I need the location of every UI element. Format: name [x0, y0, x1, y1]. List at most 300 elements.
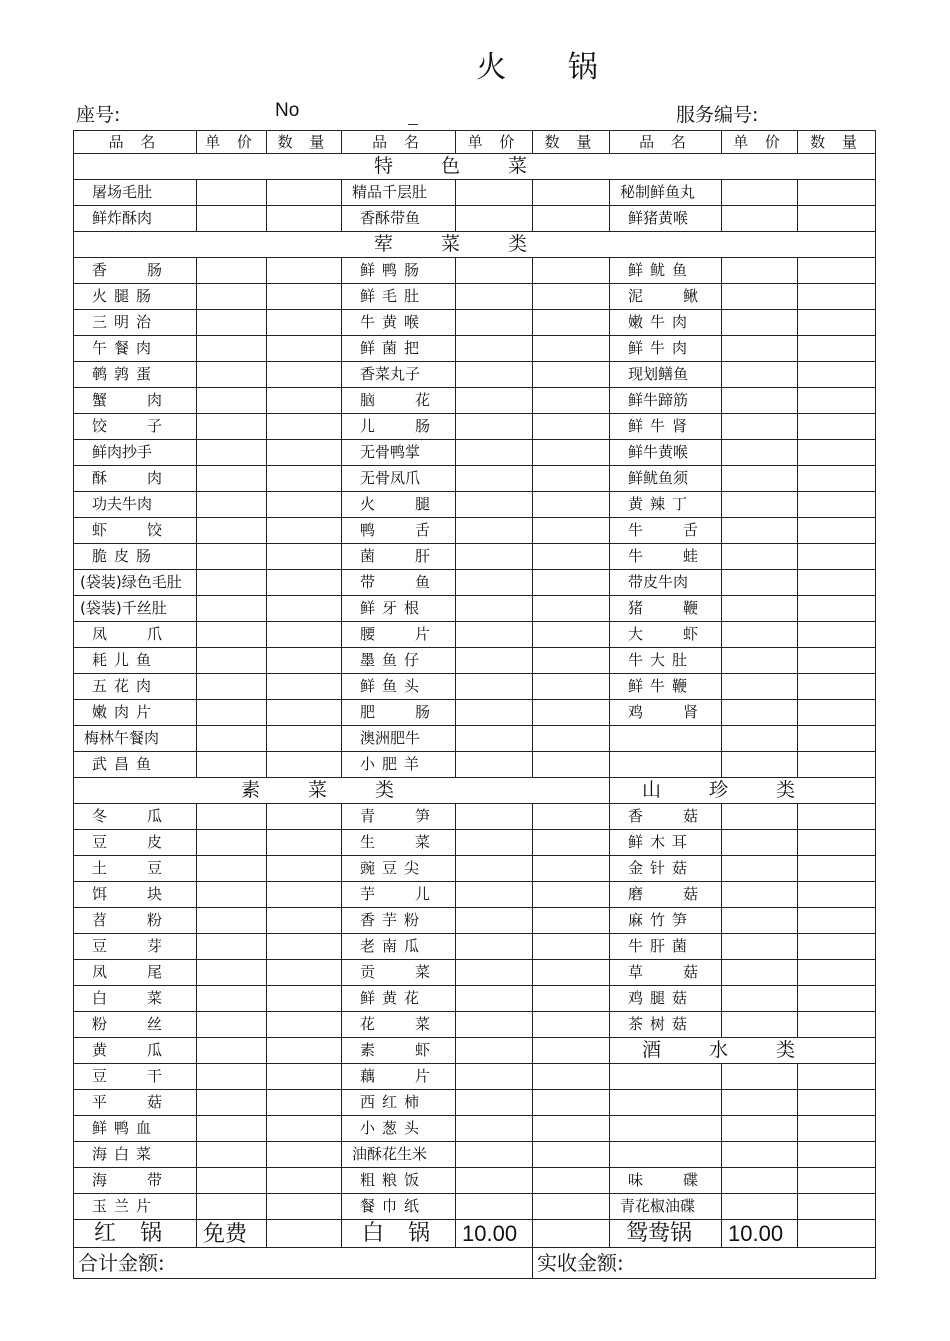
price-cell[interactable]	[456, 310, 533, 336]
item-name: 饺子	[74, 414, 197, 440]
price-cell[interactable]	[722, 752, 798, 778]
quantity-cell[interactable]	[798, 466, 876, 492]
quantity-cell[interactable]	[267, 1038, 342, 1064]
price-cell[interactable]	[197, 986, 267, 1012]
quantity-cell[interactable]	[267, 310, 342, 336]
quantity-cell[interactable]	[267, 1220, 342, 1248]
quantity-cell[interactable]	[267, 726, 342, 752]
quantity-cell[interactable]	[533, 1038, 610, 1064]
price-cell[interactable]	[456, 752, 533, 778]
price-cell[interactable]	[456, 284, 533, 310]
col-qty-header: 数 量	[267, 131, 342, 154]
hotpot-base-row	[74, 1220, 876, 1248]
price-cell[interactable]	[456, 466, 533, 492]
price-cell[interactable]	[456, 258, 533, 284]
price-cell[interactable]	[722, 258, 798, 284]
table-row	[74, 1168, 876, 1194]
quantity-cell[interactable]	[267, 1090, 342, 1116]
price-cell[interactable]	[722, 1090, 798, 1116]
table-row	[74, 180, 876, 206]
quantity-cell[interactable]	[267, 206, 342, 232]
price-cell[interactable]	[197, 1142, 267, 1168]
col-name-header: 品 名	[74, 131, 197, 154]
quantity-cell[interactable]	[798, 1116, 876, 1142]
item-name: 鸭舌	[342, 518, 456, 544]
quantity-cell[interactable]	[798, 648, 876, 674]
item-name: 豆干	[74, 1064, 197, 1090]
quantity-cell[interactable]	[798, 310, 876, 336]
price-cell[interactable]	[197, 1090, 267, 1116]
price-cell[interactable]	[722, 986, 798, 1012]
price-cell[interactable]	[722, 674, 798, 700]
item-name: 鲜肉抄手	[74, 440, 197, 466]
item-name	[610, 1090, 722, 1116]
quantity-cell[interactable]	[533, 492, 610, 518]
table-row	[74, 518, 876, 544]
col-price-header: 单 价	[722, 131, 798, 154]
item-name	[610, 726, 722, 752]
table-row	[74, 284, 876, 310]
price-cell[interactable]	[197, 180, 267, 206]
quantity-cell[interactable]	[267, 544, 342, 570]
quantity-cell[interactable]	[267, 414, 342, 440]
price-cell[interactable]	[722, 1064, 798, 1090]
quantity-cell[interactable]	[533, 518, 610, 544]
section-header-veg: 素菜类	[74, 778, 610, 804]
table-row	[74, 960, 876, 986]
price-cell[interactable]	[722, 388, 798, 414]
price-cell[interactable]	[456, 674, 533, 700]
quantity-cell[interactable]	[798, 1064, 876, 1090]
item-name: (袋装)千丝肚	[74, 596, 197, 622]
price-cell[interactable]	[722, 362, 798, 388]
item-name: 鲜炸酥肉	[74, 206, 197, 232]
table-row	[74, 752, 876, 778]
price-cell[interactable]	[722, 726, 798, 752]
price-cell[interactable]	[197, 310, 267, 336]
quantity-cell[interactable]	[267, 648, 342, 674]
quantity-cell[interactable]	[533, 362, 610, 388]
quantity-cell[interactable]	[533, 466, 610, 492]
price-cell[interactable]	[722, 440, 798, 466]
price-cell[interactable]	[197, 362, 267, 388]
price-cell[interactable]	[197, 674, 267, 700]
table-row	[74, 882, 876, 908]
price-cell[interactable]	[722, 206, 798, 232]
item-name: 平菇	[74, 1090, 197, 1116]
quantity-cell[interactable]	[267, 518, 342, 544]
quantity-cell[interactable]	[533, 856, 610, 882]
price-cell[interactable]	[197, 1012, 267, 1038]
quantity-cell[interactable]	[267, 388, 342, 414]
item-name: 嫩牛肉	[610, 310, 722, 336]
item-name: 菌肝	[342, 544, 456, 570]
item-name: 鲜牛鞭	[610, 674, 722, 700]
section-header-special: 特色菜	[74, 154, 876, 180]
quantity-cell[interactable]	[533, 1116, 610, 1142]
quantity-cell[interactable]	[533, 180, 610, 206]
price-cell[interactable]	[722, 1194, 798, 1220]
column-header-row	[74, 131, 876, 154]
price-cell[interactable]	[197, 284, 267, 310]
price-cell[interactable]	[456, 648, 533, 674]
item-name: 带皮牛肉	[610, 570, 722, 596]
quantity-cell[interactable]	[533, 726, 610, 752]
quantity-cell[interactable]	[533, 648, 610, 674]
quantity-cell[interactable]	[798, 960, 876, 986]
table-row	[74, 934, 876, 960]
quantity-cell[interactable]	[267, 570, 342, 596]
quantity-cell[interactable]	[267, 284, 342, 310]
price-cell[interactable]	[456, 1090, 533, 1116]
quantity-cell[interactable]	[798, 726, 876, 752]
mandarin-pot-price: 10.00	[722, 1220, 798, 1248]
quantity-cell[interactable]	[533, 1090, 610, 1116]
quantity-cell[interactable]	[267, 622, 342, 648]
price-cell[interactable]	[722, 336, 798, 362]
quantity-cell[interactable]	[533, 440, 610, 466]
item-name	[610, 1116, 722, 1142]
quantity-cell[interactable]	[533, 1220, 610, 1248]
price-cell[interactable]	[197, 1168, 267, 1194]
quantity-cell[interactable]	[798, 934, 876, 960]
price-cell[interactable]	[722, 492, 798, 518]
item-name	[610, 752, 722, 778]
item-name: 青笋	[342, 804, 456, 830]
quantity-cell[interactable]	[533, 1064, 610, 1090]
table-row	[74, 986, 876, 1012]
quantity-cell[interactable]	[798, 1220, 876, 1248]
quantity-cell[interactable]	[267, 700, 342, 726]
quantity-cell[interactable]	[267, 180, 342, 206]
price-cell[interactable]	[456, 934, 533, 960]
quantity-cell[interactable]	[267, 804, 342, 830]
quantity-cell[interactable]	[798, 518, 876, 544]
price-cell[interactable]	[722, 648, 798, 674]
quantity-cell[interactable]	[798, 700, 876, 726]
price-cell[interactable]	[197, 388, 267, 414]
item-name: 香菇	[610, 804, 722, 830]
quantity-cell[interactable]	[267, 440, 342, 466]
mandarin-pot-label: 鸳鸯锅	[610, 1220, 722, 1248]
price-cell[interactable]	[456, 1168, 533, 1194]
table-row	[74, 700, 876, 726]
price-cell[interactable]	[197, 518, 267, 544]
section-row	[74, 232, 876, 258]
totals-row	[74, 1248, 876, 1279]
price-cell[interactable]	[197, 414, 267, 440]
quantity-cell[interactable]	[798, 622, 876, 648]
server-number-label: 服务编号:	[676, 104, 759, 126]
quantity-cell[interactable]	[267, 986, 342, 1012]
item-name: 生菜	[342, 830, 456, 856]
table-row	[74, 544, 876, 570]
quantity-cell[interactable]	[798, 596, 876, 622]
price-cell[interactable]	[197, 752, 267, 778]
price-cell[interactable]	[722, 570, 798, 596]
page-title: 火 锅	[476, 50, 624, 85]
table-row	[74, 1116, 876, 1142]
price-cell[interactable]	[197, 258, 267, 284]
price-cell[interactable]	[722, 856, 798, 882]
price-cell[interactable]	[197, 622, 267, 648]
price-cell[interactable]	[197, 1116, 267, 1142]
item-name: 鲜菌把	[342, 336, 456, 362]
quantity-cell[interactable]	[533, 414, 610, 440]
item-name: 豆芽	[74, 934, 197, 960]
price-cell[interactable]	[197, 336, 267, 362]
price-cell[interactable]	[197, 570, 267, 596]
quantity-cell[interactable]	[533, 206, 610, 232]
quantity-cell[interactable]	[267, 596, 342, 622]
table-row	[74, 258, 876, 284]
price-cell[interactable]	[197, 544, 267, 570]
quantity-cell[interactable]	[267, 674, 342, 700]
quantity-cell[interactable]	[798, 1012, 876, 1038]
quantity-cell[interactable]	[798, 882, 876, 908]
quantity-cell[interactable]	[798, 804, 876, 830]
item-name: 无骨鸭掌	[342, 440, 456, 466]
col-name-header: 品 名	[342, 131, 456, 154]
price-cell[interactable]	[197, 856, 267, 882]
quantity-cell[interactable]	[267, 1064, 342, 1090]
table-row	[74, 570, 876, 596]
item-name: 粉丝	[74, 1012, 197, 1038]
item-name: 小肥羊	[342, 752, 456, 778]
total-amount-label: 合计金额:	[74, 1248, 533, 1279]
quantity-cell[interactable]	[533, 700, 610, 726]
price-cell[interactable]	[722, 830, 798, 856]
quantity-cell[interactable]	[798, 544, 876, 570]
quantity-cell[interactable]	[533, 804, 610, 830]
quantity-cell[interactable]	[533, 960, 610, 986]
item-name: 玉兰片	[74, 1194, 197, 1220]
item-name: 香芋粉	[342, 908, 456, 934]
price-cell[interactable]	[197, 882, 267, 908]
price-cell[interactable]	[197, 934, 267, 960]
item-name: 豌豆尖	[342, 856, 456, 882]
item-name: 嫩肉片	[74, 700, 197, 726]
item-name: 脑花	[342, 388, 456, 414]
quantity-cell[interactable]	[798, 1090, 876, 1116]
quantity-cell[interactable]	[533, 1142, 610, 1168]
price-cell[interactable]	[456, 336, 533, 362]
number-underline	[408, 124, 418, 125]
quantity-cell[interactable]	[533, 674, 610, 700]
price-cell[interactable]	[456, 180, 533, 206]
quantity-cell[interactable]	[267, 1168, 342, 1194]
quantity-cell[interactable]	[798, 284, 876, 310]
quantity-cell[interactable]	[798, 388, 876, 414]
item-name: 耗儿鱼	[74, 648, 197, 674]
quantity-cell[interactable]	[798, 180, 876, 206]
quantity-cell[interactable]	[267, 830, 342, 856]
quantity-cell[interactable]	[798, 752, 876, 778]
item-name: 饵块	[74, 882, 197, 908]
quantity-cell[interactable]	[267, 258, 342, 284]
quantity-cell[interactable]	[267, 934, 342, 960]
item-name: 牛黄喉	[342, 310, 456, 336]
item-name: 香肠	[74, 258, 197, 284]
quantity-cell[interactable]	[798, 1142, 876, 1168]
quantity-cell[interactable]	[798, 1168, 876, 1194]
price-cell[interactable]	[197, 596, 267, 622]
quantity-cell[interactable]	[533, 570, 610, 596]
quantity-cell[interactable]	[798, 908, 876, 934]
price-cell[interactable]	[456, 440, 533, 466]
quantity-cell[interactable]	[533, 1168, 610, 1194]
item-name: 火腿	[342, 492, 456, 518]
quantity-cell[interactable]	[533, 284, 610, 310]
price-cell[interactable]	[456, 986, 533, 1012]
price-cell[interactable]	[197, 908, 267, 934]
quantity-cell[interactable]	[798, 856, 876, 882]
price-cell[interactable]	[722, 1116, 798, 1142]
table-row	[74, 1194, 876, 1220]
price-cell[interactable]	[197, 492, 267, 518]
quantity-cell[interactable]	[533, 830, 610, 856]
price-cell[interactable]	[456, 596, 533, 622]
item-name: 牛舌	[610, 518, 722, 544]
quantity-cell[interactable]	[533, 258, 610, 284]
quantity-cell[interactable]	[533, 1194, 610, 1220]
quantity-cell[interactable]	[267, 752, 342, 778]
quantity-cell[interactable]	[533, 1012, 610, 1038]
price-cell[interactable]	[456, 856, 533, 882]
price-cell[interactable]	[197, 830, 267, 856]
quantity-cell[interactable]	[267, 336, 342, 362]
item-name: 腰片	[342, 622, 456, 648]
item-name: 精品千层肚	[342, 180, 456, 206]
paid-amount-label: 实收金额:	[533, 1248, 876, 1279]
price-cell[interactable]	[722, 414, 798, 440]
price-cell[interactable]	[456, 726, 533, 752]
quantity-cell[interactable]	[798, 206, 876, 232]
quantity-cell[interactable]	[798, 830, 876, 856]
quantity-cell[interactable]	[533, 388, 610, 414]
quantity-cell[interactable]	[267, 960, 342, 986]
price-cell[interactable]	[197, 1194, 267, 1220]
quantity-cell[interactable]	[267, 1116, 342, 1142]
item-name: 老南瓜	[342, 934, 456, 960]
red-pot-label: 红锅	[74, 1220, 197, 1248]
quantity-cell[interactable]	[798, 440, 876, 466]
price-cell[interactable]	[722, 466, 798, 492]
quantity-cell[interactable]	[267, 466, 342, 492]
item-name: 火腿肠	[74, 284, 197, 310]
quantity-cell[interactable]	[267, 856, 342, 882]
quantity-cell[interactable]	[267, 1194, 342, 1220]
price-cell[interactable]	[722, 1012, 798, 1038]
quantity-cell[interactable]	[267, 492, 342, 518]
quantity-cell[interactable]	[533, 622, 610, 648]
price-cell[interactable]	[456, 1142, 533, 1168]
item-name: 豆皮	[74, 830, 197, 856]
price-cell[interactable]	[197, 440, 267, 466]
item-name: 牛大肚	[610, 648, 722, 674]
price-cell[interactable]	[197, 648, 267, 674]
price-cell[interactable]	[197, 960, 267, 986]
item-name: 秘制鲜鱼丸	[610, 180, 722, 206]
price-cell[interactable]	[197, 206, 267, 232]
item-name: 墨鱼仔	[342, 648, 456, 674]
table-row	[74, 830, 876, 856]
price-cell[interactable]	[722, 310, 798, 336]
order-number-label: No	[275, 100, 300, 121]
quantity-cell[interactable]	[267, 1142, 342, 1168]
item-name: 冬瓜	[74, 804, 197, 830]
price-cell[interactable]	[456, 1194, 533, 1220]
price-cell[interactable]	[456, 1116, 533, 1142]
price-cell[interactable]	[722, 908, 798, 934]
section-header-meat: 荤菜类	[74, 232, 876, 258]
item-name: 海带	[74, 1168, 197, 1194]
price-cell[interactable]	[197, 1038, 267, 1064]
quantity-cell[interactable]	[798, 336, 876, 362]
item-name: 土豆	[74, 856, 197, 882]
quantity-cell[interactable]	[798, 362, 876, 388]
price-cell[interactable]	[722, 180, 798, 206]
quantity-cell[interactable]	[267, 1012, 342, 1038]
quantity-cell[interactable]	[798, 414, 876, 440]
quantity-cell[interactable]	[533, 336, 610, 362]
quantity-cell[interactable]	[533, 934, 610, 960]
section-row	[74, 154, 876, 180]
item-name: 凤爪	[74, 622, 197, 648]
quantity-cell[interactable]	[533, 310, 610, 336]
quantity-cell[interactable]	[798, 258, 876, 284]
item-name: 鲜黄花	[342, 986, 456, 1012]
table-row	[74, 414, 876, 440]
quantity-cell[interactable]	[267, 362, 342, 388]
price-cell[interactable]	[197, 466, 267, 492]
table-row	[74, 908, 876, 934]
price-cell[interactable]	[197, 1064, 267, 1090]
item-name: 味碟	[610, 1168, 722, 1194]
price-cell[interactable]	[722, 934, 798, 960]
price-cell[interactable]	[197, 700, 267, 726]
quantity-cell[interactable]	[533, 882, 610, 908]
table-row	[74, 622, 876, 648]
price-cell[interactable]	[456, 908, 533, 934]
price-cell[interactable]	[197, 726, 267, 752]
item-name: 牛蛙	[610, 544, 722, 570]
table-row	[74, 466, 876, 492]
price-cell[interactable]	[197, 804, 267, 830]
quantity-cell[interactable]	[798, 1194, 876, 1220]
col-qty-header: 数 量	[798, 131, 876, 154]
quantity-cell[interactable]	[798, 674, 876, 700]
item-name: 藕片	[342, 1064, 456, 1090]
quantity-cell[interactable]	[533, 986, 610, 1012]
quantity-cell[interactable]	[798, 492, 876, 518]
item-name: 花菜	[342, 1012, 456, 1038]
quantity-cell[interactable]	[533, 752, 610, 778]
quantity-cell[interactable]	[798, 570, 876, 596]
quantity-cell[interactable]	[798, 986, 876, 1012]
quantity-cell[interactable]	[533, 544, 610, 570]
quantity-cell[interactable]	[267, 882, 342, 908]
seat-label: 座号:	[76, 104, 121, 126]
quantity-cell[interactable]	[267, 908, 342, 934]
table-row	[74, 388, 876, 414]
price-cell[interactable]	[722, 1142, 798, 1168]
quantity-cell[interactable]	[533, 596, 610, 622]
price-cell[interactable]	[456, 362, 533, 388]
price-cell[interactable]	[456, 206, 533, 232]
item-name: 鲜牛蹄筋	[610, 388, 722, 414]
quantity-cell[interactable]	[533, 908, 610, 934]
